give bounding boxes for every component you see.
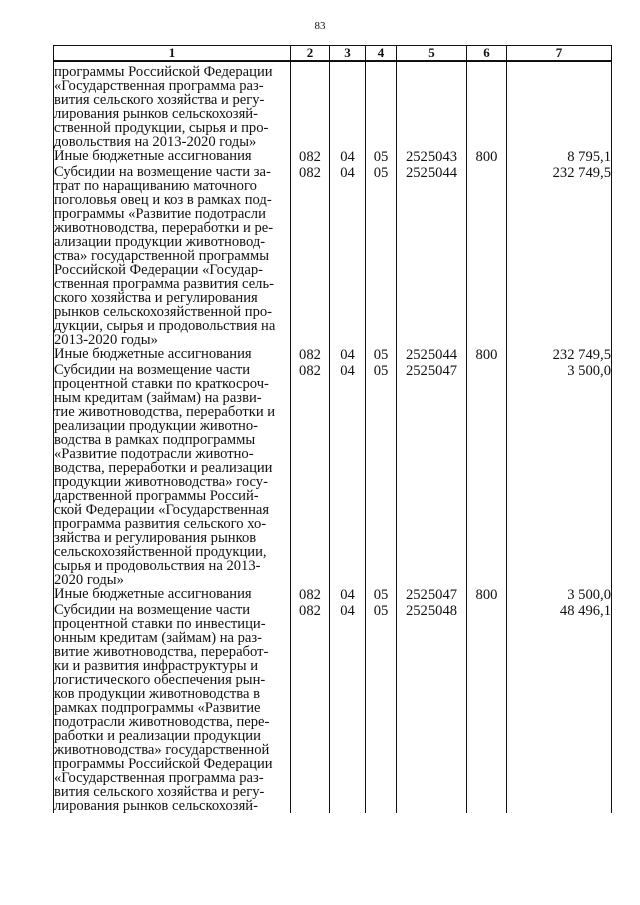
target-article-code-cell: 2525043 [397,149,467,165]
column-header: 3 [330,46,366,62]
amount-cell: 3 500,0 [507,587,612,603]
subsection-code-cell: 05 [366,165,397,347]
table-row [54,165,612,347]
item-name-cell: Субсидии на возмещение части процентной ставки по инвестици- онным кредитам (займам) на раз- витие животноводства, переработ- ки и развития инфраструктуры и логистического обеспечения рын- ков продукции животноводства в рамках подпрограммы «Развитие подотрасли животноводства, пере- работки и реализации продукции животноводства» государственной программы Российской Федерации «Государственная программа раз- вития сельского хозяйства и регу- лирования рынков сельскохозяй- [54,603,291,813]
item-name-cell: Субсидии на возмещение части процентной ставки по краткосроч- ным кредитам (займам) на разви- тие животноводства, переработки и реализации продукции животно- водства в рамках подпрограммы «Развитие подотрасли животно- водства, переработки и реализации продукции животноводства» госу- дарственной программы Россий- ской Федерации «Государственная программа развития сельского хо- зяйства и регулирования рынков сельскохозяйственной продукции, сырья и продовольствия на 2013- 2020 годы» [54,363,291,587]
column-header: 5 [397,46,467,62]
expense-type-code-cell [467,61,507,149]
table-row [54,587,612,603]
table-row [54,347,612,363]
column-header: 7 [507,46,612,62]
section-code-cell: 04 [330,587,366,603]
budget-table [53,45,612,813]
table-row [54,603,612,813]
target-article-code-cell: 2525047 [397,587,467,603]
section-code-cell: 04 [330,363,366,587]
section-code-cell: 04 [330,165,366,347]
table-row [54,149,612,165]
expense-type-code-cell: 800 [467,587,507,603]
column-header: 2 [291,46,330,62]
subsection-code-cell: 05 [366,347,397,363]
target-article-code-cell [397,61,467,149]
target-article-code-cell: 2525044 [397,165,467,347]
ministry-code-cell: 082 [291,347,330,363]
amount-cell [507,61,612,149]
subsection-code-cell: 05 [366,149,397,165]
subsection-code-cell: 05 [366,587,397,603]
expense-type-code-cell [467,165,507,347]
expense-type-code-cell [467,603,507,813]
section-code-cell: 04 [330,347,366,363]
ministry-code-cell: 082 [291,149,330,165]
item-name-cell: Иные бюджетные ассигнования [54,149,291,165]
table-row [54,363,612,587]
item-name-cell: программы Российской Федерации «Государственная программа раз- вития сельского хозяйства и регу- лирования рынков сельскохозяй- ственной продукции, сырья и про- довольствия на 2013-2020 годы» [54,61,291,149]
column-header: 1 [54,46,291,62]
header-row [54,46,612,62]
ministry-code-cell [291,61,330,149]
expense-type-code-cell: 800 [467,149,507,165]
target-article-code-cell: 2525044 [397,347,467,363]
ministry-code-cell: 082 [291,165,330,347]
column-header: 6 [467,46,507,62]
amount-cell: 48 496,1 [507,603,612,813]
amount-cell: 232 749,5 [507,347,612,363]
section-code-cell: 04 [330,149,366,165]
amount-cell: 232 749,5 [507,165,612,347]
subsection-code-cell: 05 [366,363,397,587]
section-code-cell: 04 [330,603,366,813]
subsection-code-cell: 05 [366,603,397,813]
target-article-code-cell: 2525047 [397,363,467,587]
item-name-cell: Субсидии на возмещение части за- трат по наращиванию маточного поголовья овец и коз в рамках под- программы «Развитие подотрасли животноводства, переработки и ре- ализации продукции животновод- ства» государственной программы Российской Федерации «Государ- ственная программа развития сель- ского хозяйства и регулирования рынков сельскохозяйственной про- дукции, сырья и продовольствия на 2013-2020 годы» [54,165,291,347]
target-article-code-cell: 2525048 [397,603,467,813]
column-header: 4 [366,46,397,62]
ministry-code-cell: 082 [291,603,330,813]
subsection-code-cell [366,61,397,149]
item-name-cell: Иные бюджетные ассигнования [54,587,291,603]
amount-cell: 8 795,1 [507,149,612,165]
expense-type-code-cell: 800 [467,347,507,363]
ministry-code-cell: 082 [291,363,330,587]
page-number: 83 [314,20,326,32]
section-code-cell [330,61,366,149]
amount-cell: 3 500,0 [507,363,612,587]
ministry-code-cell: 082 [291,587,330,603]
expense-type-code-cell [467,363,507,587]
table-row [54,61,612,149]
item-name-cell: Иные бюджетные ассигнования [54,347,291,363]
table-body [54,61,612,813]
